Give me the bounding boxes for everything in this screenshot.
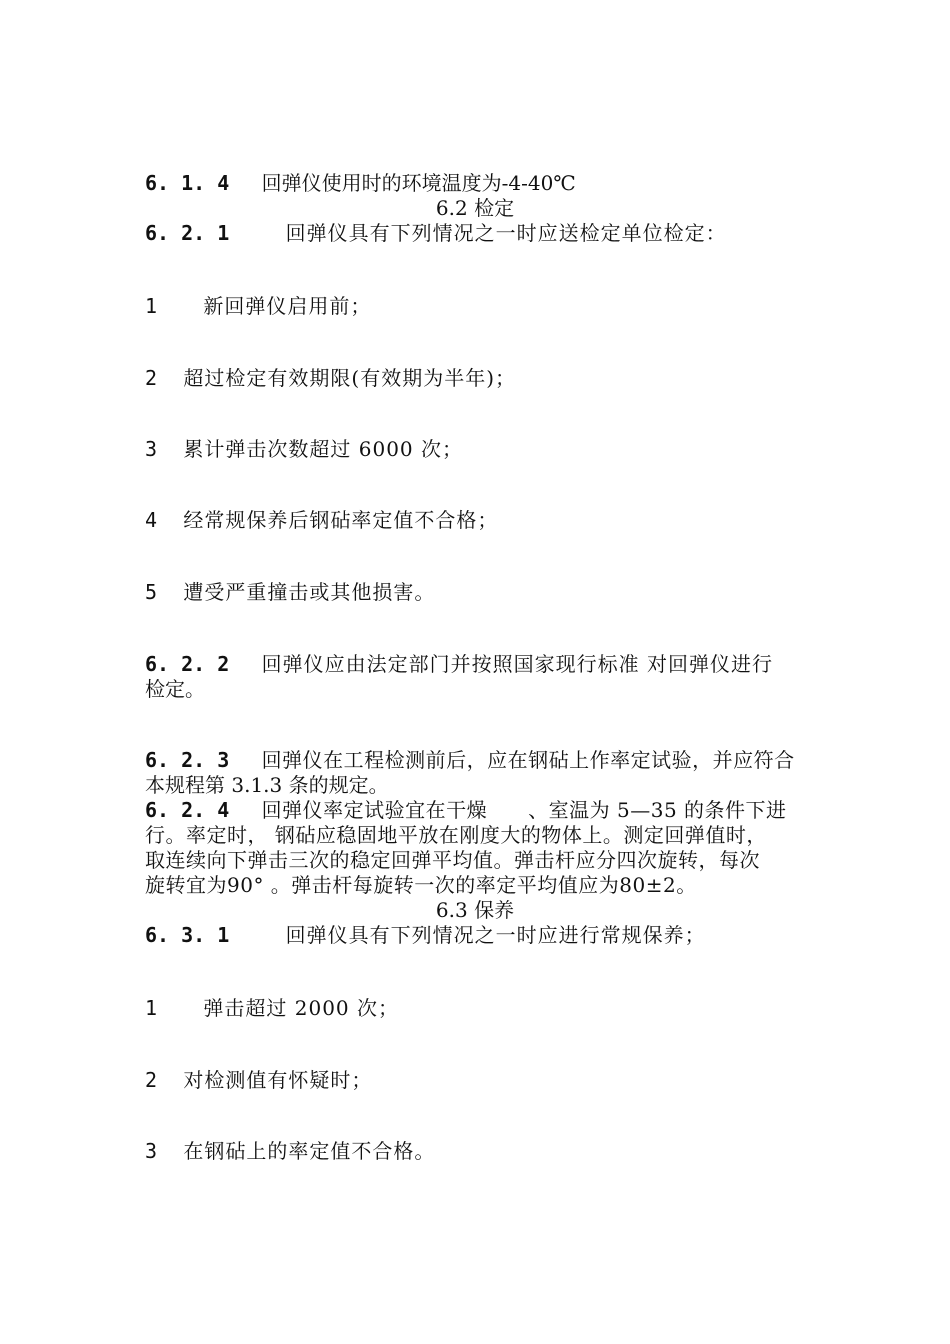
list-item <box>145 437 463 462</box>
clause-6-2-4-line2: 行。率定时， 钢砧应稳固地平放在刚度大的物体上。测定回弹值时， <box>145 823 767 847</box>
clause-number: 6. 2. 2 <box>145 652 230 676</box>
clause-text: 回弹仪应由法定部门并按照国家现行标准 对回弹仪进行 <box>261 652 774 676</box>
clause-6-2-4 <box>145 798 787 823</box>
list-item <box>145 996 399 1021</box>
clause-text: 回弹仪具有下列情况之一时应进行常规保养； <box>285 923 706 947</box>
clause-6-2-1 <box>145 221 727 246</box>
item-number: 1 <box>145 294 158 318</box>
item-number: 2 <box>145 366 158 390</box>
clause-6-2-2-cont: 检定。 <box>145 677 205 701</box>
clause-6-2-4-line4: 旋转宜为90° 。弹击杆每旋转一次的率定平均值应为80±2。 <box>145 873 697 897</box>
clause-6-1-4 <box>145 171 576 196</box>
clause-6-2-4-line3: 取连续向下弹击三次的稳定回弹平均值。弹击杆应分四次旋转，每次 <box>145 848 760 872</box>
section-heading-6-2: 6.2 检定 <box>435 196 515 220</box>
item-number: 1 <box>145 996 158 1020</box>
clause-6-2-3 <box>145 748 795 773</box>
item-text: 经常规保养后钢砧率定值不合格； <box>183 508 499 532</box>
clause-number: 6. 2. 4 <box>145 798 230 822</box>
section-heading-6-3: 6.3 保养 <box>435 898 515 922</box>
clause-6-2-2 <box>145 652 773 677</box>
item-number: 5 <box>145 580 158 604</box>
item-text: 新回弹仪启用前； <box>203 294 372 318</box>
clause-number: 6. 2. 3 <box>145 748 230 772</box>
list-item <box>145 580 435 605</box>
item-text: 弹击超过 2000 次； <box>203 996 400 1020</box>
clause-text: 回弹仪在工程检测前后，应在钢砧上作率定试验，并应符合 <box>261 748 795 772</box>
list-item <box>145 508 498 533</box>
list-item <box>145 1068 372 1093</box>
item-number: 4 <box>145 508 158 532</box>
clause-6-3-1 <box>145 923 706 948</box>
item-text: 在钢砧上的率定值不合格。 <box>183 1139 436 1163</box>
clause-text: 回弹仪具有下列情况之一时应送检定单位检定： <box>285 221 727 245</box>
item-text: 超过检定有效期限(有效期为半年)； <box>183 366 517 390</box>
item-number: 2 <box>145 1068 158 1092</box>
clause-number: 6. 3. 1 <box>145 923 230 947</box>
item-number: 3 <box>145 1139 158 1163</box>
item-text: 累计弹击次数超过 6000 次； <box>183 437 464 461</box>
clause-text: 回弹仪使用时的环境温度为-4-40℃ <box>261 171 576 195</box>
clause-text: 回弹仪率定试验宜在干燥 、室温为 5—35 的条件下进 <box>261 798 787 822</box>
item-text: 遭受严重撞击或其他损害。 <box>183 580 436 604</box>
item-text: 对检测值有怀疑时； <box>183 1068 373 1092</box>
clause-number: 6. 1. 4 <box>145 171 230 195</box>
clause-number: 6. 2. 1 <box>145 221 230 245</box>
list-item <box>145 294 371 319</box>
list-item <box>145 1139 435 1164</box>
item-number: 3 <box>145 437 158 461</box>
clause-6-2-3-cont: 本规程第 3.1.3 条的规定。 <box>145 773 389 797</box>
list-item <box>145 366 516 391</box>
